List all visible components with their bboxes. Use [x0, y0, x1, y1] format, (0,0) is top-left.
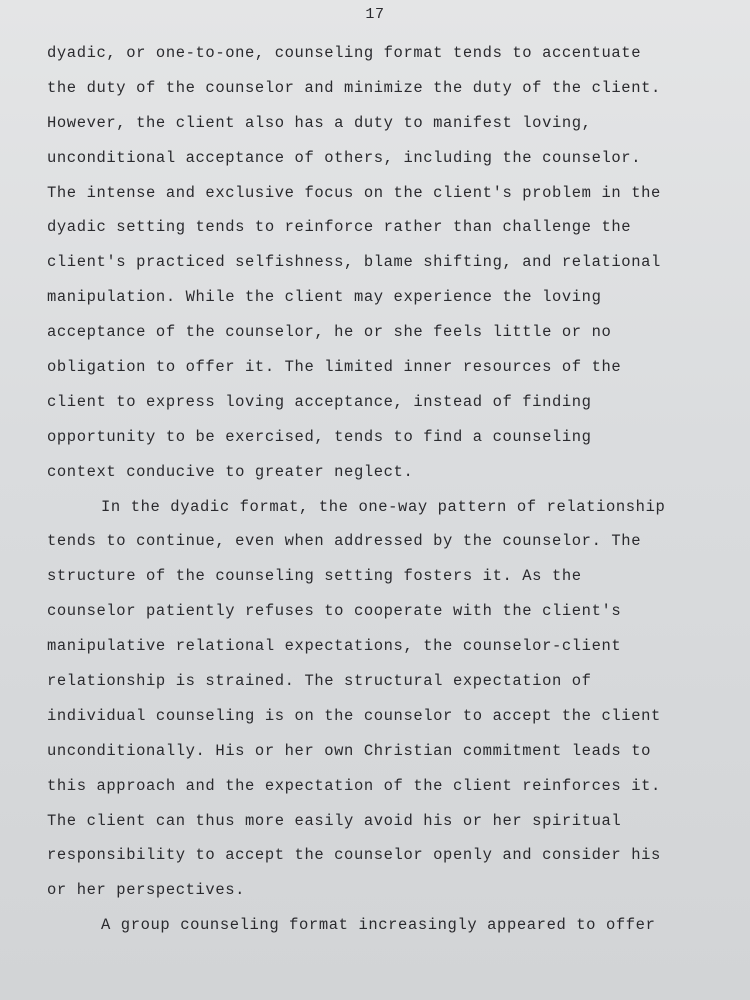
text-line: unconditionally. His or her own Christian commitment leads to [47, 741, 651, 760]
paragraph-first-line: In the dyadic format, the one-way pattern of relationship [101, 497, 666, 516]
text-line: manipulation. While the client may experience the loving [47, 288, 602, 307]
body-text [47, 36, 737, 943]
text-line: The intense and exclusive focus on the client's problem in the [47, 183, 661, 202]
text-line: unconditional acceptance of others, including the counselor. [47, 148, 642, 167]
text-line: dyadic setting tends to reinforce rather than challenge the [47, 218, 632, 237]
text-line: client's practiced selfishness, blame shifting, and relational [47, 253, 661, 272]
text-line: relationship is strained. The structural expectation of [47, 672, 592, 691]
paragraph-first-line: A group counseling format increasingly appeared to offer [101, 916, 656, 935]
text-line: manipulative relational expectations, the counselor-client [47, 637, 622, 656]
text-line: the duty of the counselor and minimize the duty of the client. [47, 78, 661, 97]
text-line: The client can thus more easily avoid his or her spiritual [47, 811, 622, 830]
text-line: responsibility to accept the counselor openly and consider his [47, 846, 661, 865]
text-line: dyadic, or one-to-one, counseling format tends to accentuate [47, 44, 642, 62]
text-line: this approach and the expectation of the client reinforces it. [47, 776, 661, 795]
text-line: context conducive to greater neglect. [47, 462, 414, 481]
text-line: structure of the counseling setting fosters it. As the [47, 567, 582, 586]
text-line: obligation to offer it. The limited inner resources of the [47, 358, 622, 377]
text-line: opportunity to be exercised, tends to find a counseling [47, 427, 592, 446]
text-line: However, the client also has a duty to manifest loving, [47, 113, 592, 132]
text-line: individual counseling is on the counselor to accept the client [47, 706, 661, 725]
page-number: 17 [365, 6, 385, 23]
text-line: or her perspectives. [47, 881, 246, 900]
text-line: acceptance of the counselor, he or she feels little or no [47, 323, 612, 342]
text-line: counselor patiently refuses to cooperate with the client's [47, 602, 622, 621]
text-line: tends to continue, even when addressed by the counselor. The [47, 532, 642, 551]
text-line: client to express loving acceptance, instead of finding [47, 392, 592, 411]
